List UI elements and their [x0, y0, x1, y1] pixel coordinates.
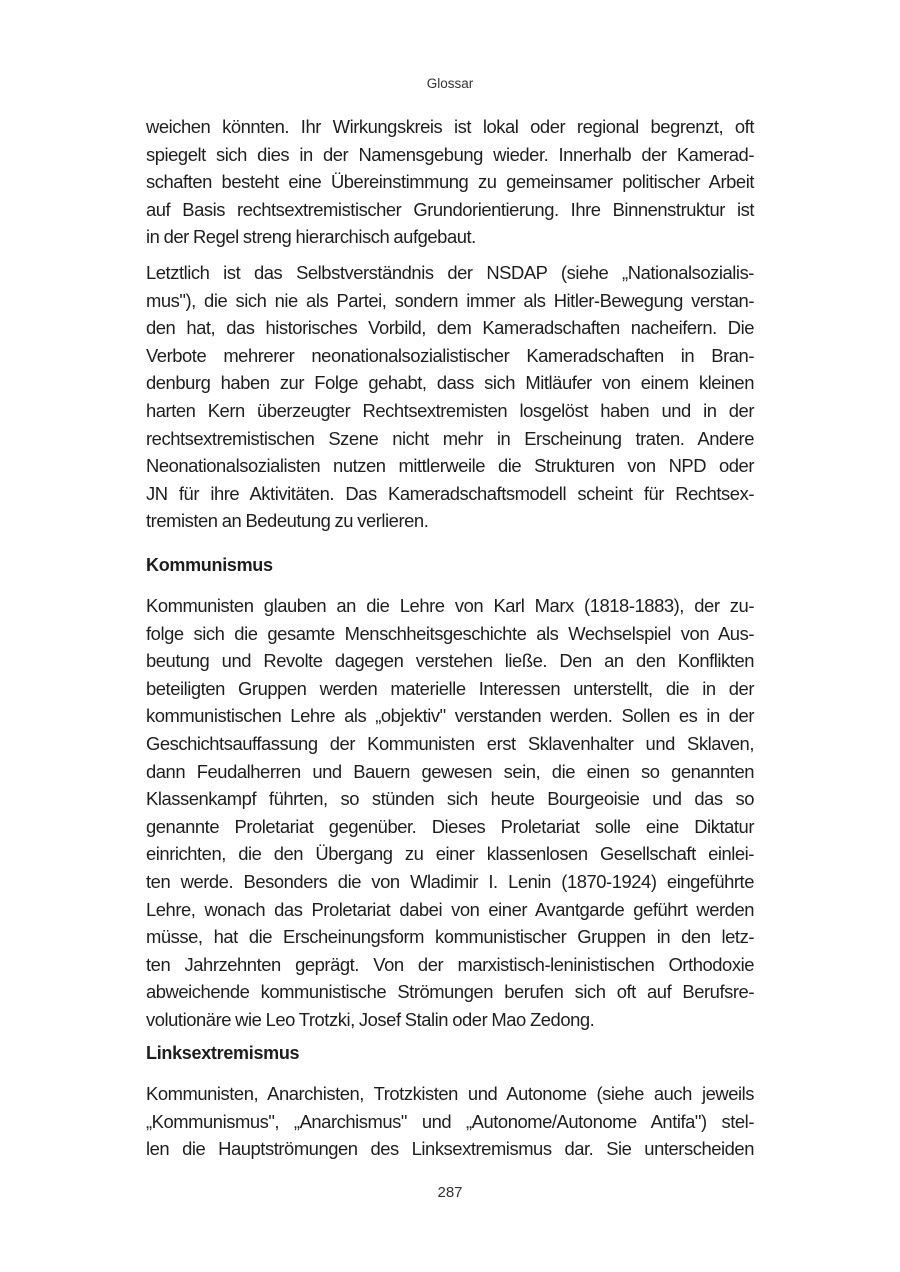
text-line: einrichten, die den Übergang zu einer klassenlosen Gesellschaft einlei- [146, 843, 754, 865]
text-line: auf Basis rechtsextremistischer Grundorientierung. Ihre Binnenstruktur ist [146, 198, 754, 220]
text-line: folge sich die gesamte Menschheitsgeschichte als Wechselspiel von Aus- [146, 622, 754, 644]
text-line: len die Hauptströmungen des Linksextremismus dar. Sie unterscheiden [146, 1138, 754, 1160]
paragraph-kameradschaften-continued [146, 113, 754, 251]
text-line: in der Regel streng hierarchisch aufgebaut. [146, 226, 476, 248]
text-line: ten werde. Besonders die von Wladimir I. Lenin (1870-1924) eingeführte [146, 870, 754, 892]
text-line: weichen könnten. Ihr Wirkungskreis ist lokal oder regional begrenzt, oft [146, 116, 754, 137]
text-line: abweichende kommunistische Strömungen berufen sich oft auf Berufsre- [146, 981, 754, 1003]
text-line: Kommunisten glauben an die Lehre von Karl Marx (1818-1883), der zu- [146, 595, 754, 616]
text-line: „Kommunismus", „Anarchismus" und „Autonome/Autonome Antifa") stel- [146, 1110, 754, 1132]
text-line: ten Jahrzehnten geprägt. Von der marxistisch-leninistischen Orthodoxie [146, 953, 754, 975]
text-line: spiegelt sich dies in der Namensgebung wieder. Innerhalb der Kamerad- [146, 143, 754, 165]
text-line: genannte Proletariat gegenüber. Dieses Proletariat solle eine Diktatur [146, 815, 754, 837]
text-line: Geschichtsauffassung der Kommunisten erst Sklavenhalter und Sklaven, [146, 732, 754, 754]
text-line: den hat, das historisches Vorbild, dem Kameradschaften nacheifern. Die [146, 317, 754, 339]
text-line: schaften besteht eine Übereinstimmung zu gemeinsamer politischer Arbeit [146, 171, 754, 193]
page-number: 287 [437, 1184, 463, 1201]
text-line: Neonationalsozialisten nutzen mittlerweile die Strukturen von NPD oder [146, 455, 754, 477]
text-line: tremisten an Bedeutung zu verlieren. [146, 510, 429, 532]
running-header: Glossar [426, 76, 474, 91]
section-heading-linksextremismus: Linksextremismus [146, 1043, 300, 1063]
paragraph-kommunismus [146, 592, 754, 1034]
text-line: dann Feudalherren und Bauern gewesen sein, die einen so genannten [146, 760, 754, 782]
text-line: Lehre, wonach das Proletariat dabei von einer Avantgarde geführt werden [146, 898, 754, 920]
section-heading-kommunismus: Kommunismus [146, 555, 273, 575]
text-line: Klassenkampf führten, so stünden sich heute Bourgeoisie und das so [146, 788, 754, 810]
paragraph-linksextremismus [146, 1080, 754, 1163]
text-line: mus"), die sich nie als Partei, sondern immer als Hitler-Bewegung verstan- [146, 289, 754, 311]
text-line: harten Kern überzeugter Rechtsextremisten losgelöst haben und in der [146, 399, 754, 421]
text-line: kommunistischen Lehre als „objektiv" verstanden werden. Sollen es in der [146, 705, 754, 727]
text-line: Kommunisten, Anarchisten, Trotzkisten und Autonome (siehe auch jeweils [146, 1083, 754, 1104]
text-line: denburg haben zur Folge gehabt, dass sich Mitläufer von einem kleinen [146, 372, 754, 394]
text-line: Verbote mehrerer neonationalsozialistischer Kameradschaften in Bran- [146, 344, 754, 366]
text-line: volutionäre wie Leo Trotzki, Josef Stalin oder Mao Zedong. [146, 1008, 595, 1030]
text-line: müsse, hat die Erscheinungsform kommunistischer Gruppen in den letz- [146, 926, 754, 948]
text-line: beteiligten Gruppen werden materielle Interessen unterstellt, die in der [146, 677, 754, 699]
text-line: Letztlich ist das Selbstverständnis der NSDAP (siehe „Nationalsozialis- [146, 262, 754, 283]
paragraph-nsdap [146, 259, 754, 535]
text-line: beutung und Revolte dagegen verstehen ließe. Den an den Konflikten [146, 650, 754, 672]
text-line: rechtsextremistischen Szene nicht mehr in Erscheinung traten. Andere [146, 427, 754, 449]
text-line: JN für ihre Aktivitäten. Das Kameradschaftsmodell scheint für Rechtsex- [146, 482, 754, 504]
